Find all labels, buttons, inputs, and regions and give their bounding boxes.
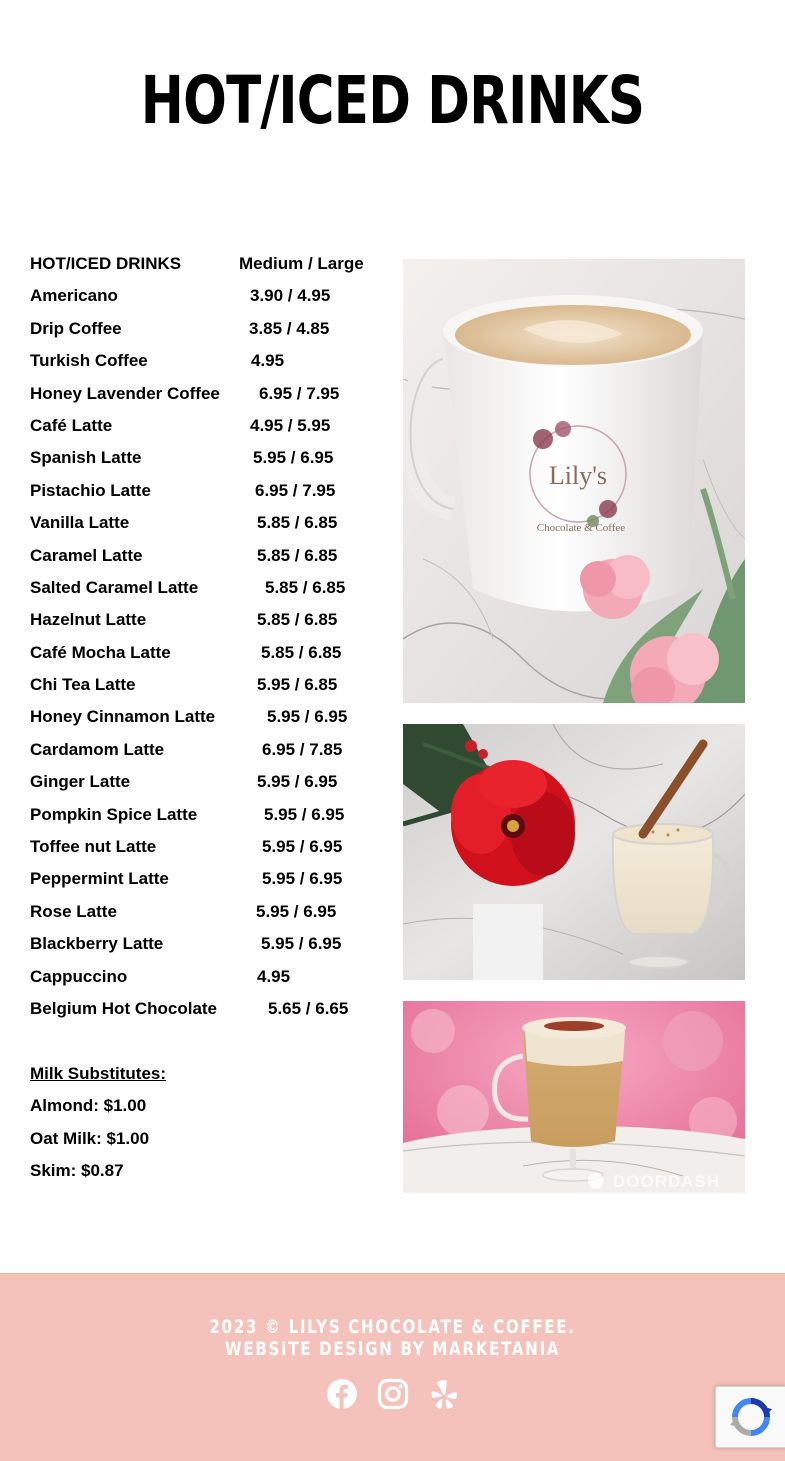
doordash-watermark: DOORDASH bbox=[613, 1172, 721, 1191]
menu-item bbox=[30, 896, 390, 928]
item-price: 5.95 / 6.95 bbox=[256, 901, 337, 921]
item-price: 5.85 / 6.85 bbox=[257, 513, 338, 533]
item-name: Café Mocha Latte bbox=[30, 642, 171, 662]
menu-item bbox=[30, 345, 390, 377]
item-name: Ginger Latte bbox=[30, 772, 131, 792]
menu-item bbox=[30, 701, 390, 733]
item-name: Cardamom Latte bbox=[30, 739, 165, 759]
item-name: Café Latte bbox=[30, 415, 113, 435]
menu-item bbox=[30, 637, 390, 669]
item-name: Pistachio Latte bbox=[30, 480, 151, 500]
item-name: Hazelnut Latte bbox=[30, 610, 147, 630]
milk-substitutes-heading: Milk Substitutes: bbox=[30, 1063, 167, 1083]
drinks-menu bbox=[30, 248, 390, 1187]
menu-item bbox=[30, 863, 390, 895]
item-price: 5.85 / 6.85 bbox=[257, 610, 338, 630]
item-price: 5.95 / 6.95 bbox=[264, 804, 345, 824]
item-name: Caramel Latte bbox=[30, 545, 143, 565]
milk-item-text: Almond: $1.00 bbox=[30, 1096, 147, 1116]
menu-item bbox=[30, 799, 390, 831]
item-name: Rose Latte bbox=[30, 901, 117, 921]
item-name: Vanilla Latte bbox=[30, 513, 130, 533]
menu-item bbox=[30, 410, 390, 442]
item-name: Salted Caramel Latte bbox=[30, 577, 199, 597]
item-price: 4.95 / 5.95 bbox=[250, 415, 331, 435]
item-name: Turkish Coffee bbox=[30, 351, 148, 371]
page-title: HOT/ICED DRINKS bbox=[140, 62, 645, 139]
item-name: Toffee nut Latte bbox=[30, 837, 157, 857]
menu-item bbox=[30, 442, 390, 474]
menu-item bbox=[30, 961, 390, 993]
menu-item bbox=[30, 475, 390, 507]
spacer bbox=[30, 1025, 390, 1057]
footer-copyright: 2023 © LILYS CHOCOLATE & COFFEE. bbox=[209, 1316, 576, 1338]
pink-latte-photo bbox=[403, 1001, 745, 1193]
item-name: Blackberry Latte bbox=[30, 934, 164, 954]
milk-item bbox=[30, 1123, 390, 1155]
item-price: 5.95 / 6.95 bbox=[262, 837, 343, 857]
item-price: 5.85 / 6.85 bbox=[257, 545, 338, 565]
item-name: Cappuccino bbox=[30, 966, 128, 986]
milk-item-text: Skim: $0.87 bbox=[30, 1160, 124, 1180]
item-price: 5.95 / 6.95 bbox=[267, 707, 348, 727]
milk-item bbox=[30, 1090, 390, 1122]
recaptcha-badge[interactable] bbox=[715, 1386, 785, 1448]
facebook-icon[interactable] bbox=[326, 1378, 358, 1410]
cinnamon-drink-illustration bbox=[403, 724, 745, 980]
site-footer bbox=[0, 1273, 785, 1461]
item-price: 5.95 / 6.95 bbox=[257, 772, 338, 792]
mug-latte-photo bbox=[403, 259, 745, 703]
menu-header-size: Medium / Large bbox=[239, 254, 364, 273]
item-price: 6.95 / 7.95 bbox=[255, 480, 336, 500]
item-price: 3.85 / 4.85 bbox=[249, 318, 330, 338]
menu-item bbox=[30, 766, 390, 798]
menu-item bbox=[30, 993, 390, 1025]
item-name: Peppermint Latte bbox=[30, 869, 169, 889]
item-name: Spanish Latte bbox=[30, 448, 142, 468]
item-name: Honey Cinnamon Latte bbox=[30, 707, 216, 727]
menu-item bbox=[30, 313, 390, 345]
item-name: Americano bbox=[30, 286, 118, 306]
menu-item bbox=[30, 540, 390, 572]
milk-item bbox=[30, 1155, 390, 1187]
item-price: 5.85 / 6.85 bbox=[265, 577, 346, 597]
menu-item bbox=[30, 831, 390, 863]
menu-item bbox=[30, 378, 390, 410]
instagram-icon[interactable] bbox=[377, 1378, 409, 1410]
milk-substitutes-heading-row bbox=[30, 1058, 390, 1090]
item-price: 5.95 / 6.85 bbox=[257, 675, 338, 695]
mug-subtitle-text: Chocolate & Coffee bbox=[536, 522, 626, 534]
item-name: Pompkin Spice Latte bbox=[30, 804, 198, 824]
menu-header-name: HOT/ICED DRINKS bbox=[30, 254, 182, 273]
item-name: Drip Coffee bbox=[30, 318, 122, 338]
menu-item bbox=[30, 604, 390, 636]
menu-item bbox=[30, 928, 390, 960]
item-price: 5.95 / 6.95 bbox=[261, 934, 342, 954]
item-price: 5.95 / 6.95 bbox=[253, 448, 334, 468]
menu-item bbox=[30, 572, 390, 604]
pink-latte-illustration bbox=[403, 1001, 745, 1193]
item-price: 5.85 / 6.85 bbox=[261, 642, 342, 662]
item-name: Honey Lavender Coffee bbox=[30, 383, 220, 403]
item-price: 6.95 / 7.85 bbox=[262, 739, 343, 759]
item-price: 4.95 bbox=[251, 351, 285, 371]
milk-item-text: Oat Milk: $1.00 bbox=[30, 1128, 150, 1148]
item-price: 5.95 / 6.95 bbox=[262, 869, 343, 889]
menu-item bbox=[30, 280, 390, 312]
menu-item bbox=[30, 507, 390, 539]
recaptcha-icon bbox=[716, 1387, 785, 1447]
item-price: 4.95 bbox=[257, 966, 291, 986]
item-name: Belgium Hot Chocolate bbox=[30, 998, 218, 1018]
menu-item bbox=[30, 669, 390, 701]
item-price: 5.65 / 6.65 bbox=[268, 998, 349, 1018]
footer-credit: WEBSITE DESIGN BY MARKETANIA bbox=[224, 1338, 561, 1360]
mug-brand-text: Lily's bbox=[548, 461, 608, 490]
cinnamon-drink-photo bbox=[403, 724, 745, 980]
item-price: 3.90 / 4.95 bbox=[250, 286, 331, 306]
item-name: Chi Tea Latte bbox=[30, 675, 136, 695]
yelp-icon[interactable] bbox=[428, 1378, 460, 1410]
menu-item bbox=[30, 734, 390, 766]
menu-header-row bbox=[30, 248, 390, 280]
item-price: 6.95 / 7.95 bbox=[259, 383, 340, 403]
mug-latte-illustration bbox=[403, 259, 745, 703]
